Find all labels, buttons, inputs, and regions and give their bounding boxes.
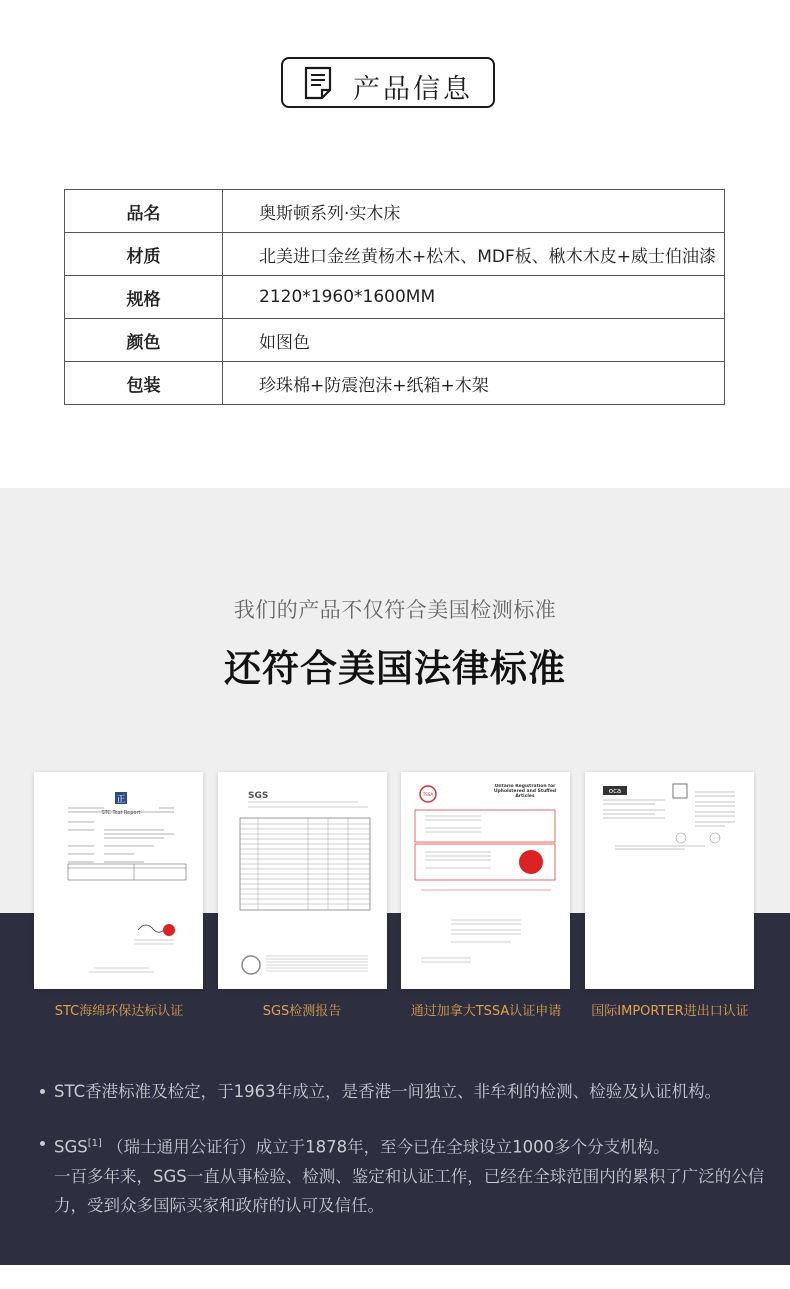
spec-label: 包装: [65, 362, 223, 405]
sgs-certificate-image: [218, 772, 387, 989]
table-row: [65, 233, 725, 276]
certification-notes: [38, 1077, 768, 1220]
cert-caption: SGS检测报告: [262, 1004, 342, 1019]
headline-sub: 我们的产品不仅符合美国检测标准: [233, 598, 557, 622]
spec-label: 颜色: [65, 319, 223, 362]
spec-value: 2120*1960*1600MM: [223, 276, 725, 319]
tssa-certificate-image: [401, 772, 570, 989]
tssa-logo-text: TSSA: [422, 792, 434, 797]
table-row: [65, 190, 725, 233]
spec-value: 珍珠棉+防震泡沫+纸箱+木架: [223, 362, 725, 405]
stc-note-text: STC香港标准及检定，于1963年成立，是香港一间独立、非牟利的检测、检验及认证机构。: [54, 1082, 722, 1101]
oca-logo-text: oca: [608, 787, 622, 795]
sgs-note: [38, 1129, 768, 1220]
stc-logo-text: 正: [116, 795, 126, 805]
spec-label: 规格: [65, 276, 223, 319]
sgs-note-line2: 一百多年来，SGS一直从事检验、检测、鉴定和认证工作，已经在全球范围内的累积了广泛的公信力，受到众多国际买家和政府的认可及信任。: [54, 1166, 765, 1215]
spec-value: 北美进口金丝黄杨木+松木、MDF板、楸木木皮+威士伯油漆: [223, 233, 725, 276]
cert-caption: STC海绵环保达标认证: [54, 1004, 184, 1019]
spec-value: 如图色: [223, 319, 725, 362]
spec-table: [64, 189, 725, 405]
stc-doc-title: STC Test Report: [101, 810, 141, 816]
product-info-title: 产品信息: [353, 74, 473, 105]
bottom-spacer: [0, 1265, 790, 1289]
product-info-section: [0, 0, 790, 488]
spec-value: 奥斯顿系列·实木床: [223, 190, 725, 233]
sgs-logo-text: SGS: [248, 791, 269, 801]
spec-label: 材质: [65, 233, 223, 276]
sgs-footnote-ref: [1]: [87, 1138, 102, 1149]
importer-certificate-image: [585, 772, 754, 989]
stc-note: [38, 1077, 768, 1106]
cert-caption: 国际IMPORTER进出口认证: [591, 1004, 749, 1019]
sgs-note-text: （瑞士通用公证行）成立于1878年，至今已在全球设立1000多个分支机构。: [101, 1137, 670, 1157]
tssa-doc-title: Ontario Registration for Upholstered and Stuffed Articles: [493, 784, 557, 799]
headline-main: 还符合美国法律标准: [224, 647, 566, 690]
product-info-title-box: [281, 57, 495, 108]
table-row: [65, 276, 725, 319]
spec-label: 品名: [65, 190, 223, 233]
cert-caption: 通过加拿大TSSA认证申请: [410, 1004, 562, 1019]
table-row: [65, 362, 725, 405]
document-icon: [303, 66, 335, 100]
table-row: [65, 319, 725, 362]
sgs-note-prefix: SGS: [54, 1137, 88, 1157]
stc-certificate-image: [34, 772, 203, 989]
